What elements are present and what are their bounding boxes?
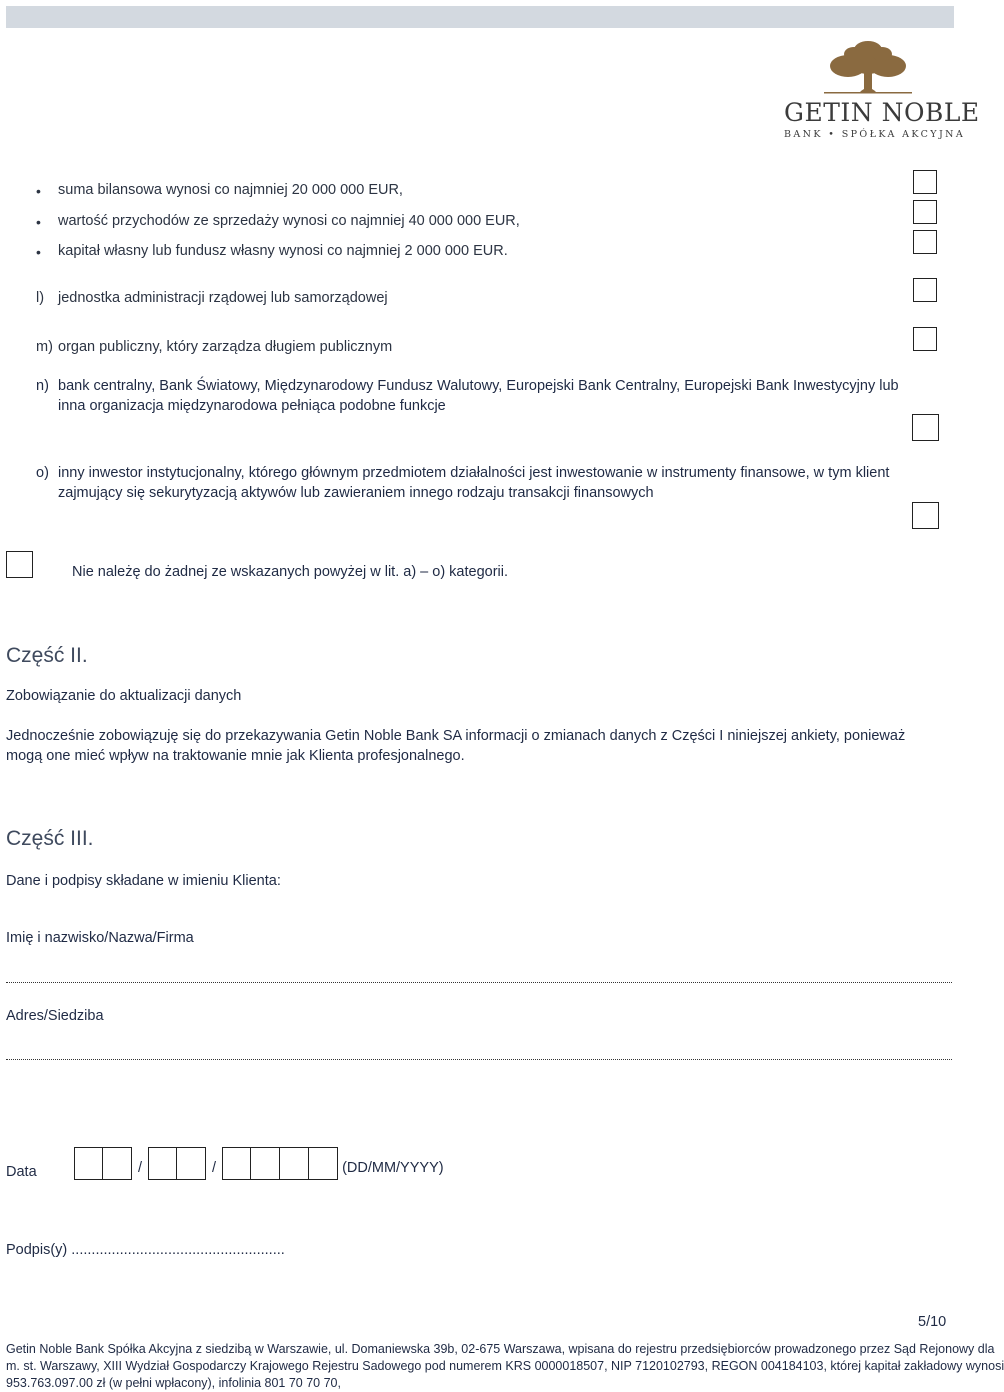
bank-logo — [784, 40, 980, 146]
checkbox-item-l[interactable] — [913, 278, 937, 302]
date-separator: / — [138, 1160, 143, 1176]
name-input-line[interactable] — [6, 982, 952, 983]
date-year-digit-1[interactable] — [222, 1147, 251, 1180]
top-bar — [6, 6, 954, 28]
bullet-text: suma bilansowa wynosi co najmniej 20 000 000 EUR, — [58, 182, 403, 198]
date-year-digit-3[interactable] — [280, 1147, 309, 1180]
part3-title: Część III. — [6, 827, 94, 850]
part2-text: Jednocześnie zobowiązuję się do przekazywania Getin Noble Bank SA informacji o zmianach danych z Części I niniejszej ankiety, ponieważ — [6, 728, 906, 744]
name-label: Imię i nazwisko/Nazwa/Firma — [6, 930, 194, 946]
bullet-icon: • — [36, 244, 41, 260]
date-separator: / — [212, 1160, 217, 1176]
item-text: organ publiczny, który zarządza długiem publicznym — [58, 339, 393, 355]
bank-name: GETIN NOBLE — [784, 98, 980, 127]
date-year-digit-2[interactable] — [251, 1147, 280, 1180]
checkbox-bullet-2[interactable] — [913, 200, 937, 224]
date-format-hint: (DD/MM/YYYY) — [342, 1160, 444, 1176]
item-text: inna organizacja międzynarodowa pełniąca podobne funkcje — [58, 398, 446, 414]
checkbox-item-m[interactable] — [913, 327, 937, 351]
item-letter: l) — [36, 290, 45, 306]
checkbox-item-o[interactable] — [912, 502, 939, 529]
address-input-line[interactable] — [6, 1059, 952, 1060]
item-text: jednostka administracji rządowej lub samorządowej — [58, 290, 388, 306]
address-label: Adres/Siedziba — [6, 1008, 104, 1024]
page-number: 5/10 — [918, 1314, 947, 1330]
date-month-digit-1[interactable] — [148, 1147, 177, 1180]
item-letter: m) — [36, 339, 53, 355]
checkbox-bullet-1[interactable] — [913, 170, 937, 194]
date-day-digit-1[interactable] — [74, 1147, 103, 1180]
part2-subtitle: Zobowiązanie do aktualizacji danych — [6, 688, 242, 704]
item-text: inny inwestor instytucjonalny, którego głównym przedmiotem działalności jest inwestowanie w instrumenty finansowe, w tym klient — [58, 465, 890, 481]
part3-subtitle: Dane i podpisy składane w imieniu Klienta: — [6, 873, 281, 889]
bullet-text: wartość przychodów ze sprzedaży wynosi co najmniej 40 000 000 EUR, — [58, 213, 520, 229]
footer-text: Getin Noble Bank Spółka Akcyjna z siedzibą w Warszawie, ul. Domaniewska 39b, 02-675 Warszawa, wpisana do rejestru przedsiębiorców prowadzonego przez Sąd Rejonowy dla — [6, 1342, 995, 1356]
checkbox-bullet-3[interactable] — [913, 230, 937, 254]
tree-icon — [784, 40, 952, 100]
bank-tagline: BANK • SPÓŁKA AKCYJNA — [784, 129, 966, 140]
bullet-icon: • — [36, 214, 41, 230]
date-year-digit-4[interactable] — [309, 1147, 338, 1180]
date-input-group — [74, 1140, 444, 1180]
footer-text: 953.763.097.00 zł (w pełni wpłacony), infolinia 801 70 70 70, — [6, 1376, 341, 1390]
signature-field[interactable]: Podpis(y) ..................................................... — [6, 1242, 285, 1258]
date-day-digit-2[interactable] — [103, 1147, 132, 1180]
part2-title: Część II. — [6, 644, 88, 667]
part2-text: mogą one mieć wpływ na traktowanie mnie jak Klienta profesjonalnego. — [6, 748, 465, 764]
item-text: zajmujący się sekurytyzacją aktywów lub zawieraniem innego rodzaju transakcji finansowych — [58, 485, 654, 501]
item-letter: o) — [36, 465, 49, 481]
footer-text: m. st. Warszawy, XIII Wydział Gospodarczy Krajowego Rejestru Sadowego pod numerem KRS 0000018507, NIP 7120102793, REGON 004184103, której kapitał zakładowy wynosi — [6, 1359, 1004, 1373]
bullet-text: kapitał własny lub fundusz własny wynosi co najmniej 2 000 000 EUR. — [58, 243, 508, 259]
checkbox-item-n[interactable] — [912, 414, 939, 441]
item-letter: n) — [36, 378, 49, 394]
date-month-digit-2[interactable] — [177, 1147, 206, 1180]
item-text: bank centralny, Bank Światowy, Międzynarodowy Fundusz Walutowy, Europejski Bank Centralny, Europejski Bank Inwestycyjny lub — [58, 378, 899, 394]
bullet-icon: • — [36, 183, 41, 199]
none-option-label: Nie należę do żadnej ze wskazanych powyżej w lit. a) – o) kategorii. — [72, 564, 509, 580]
checkbox-none[interactable] — [6, 551, 33, 578]
date-label: Data — [6, 1164, 37, 1180]
